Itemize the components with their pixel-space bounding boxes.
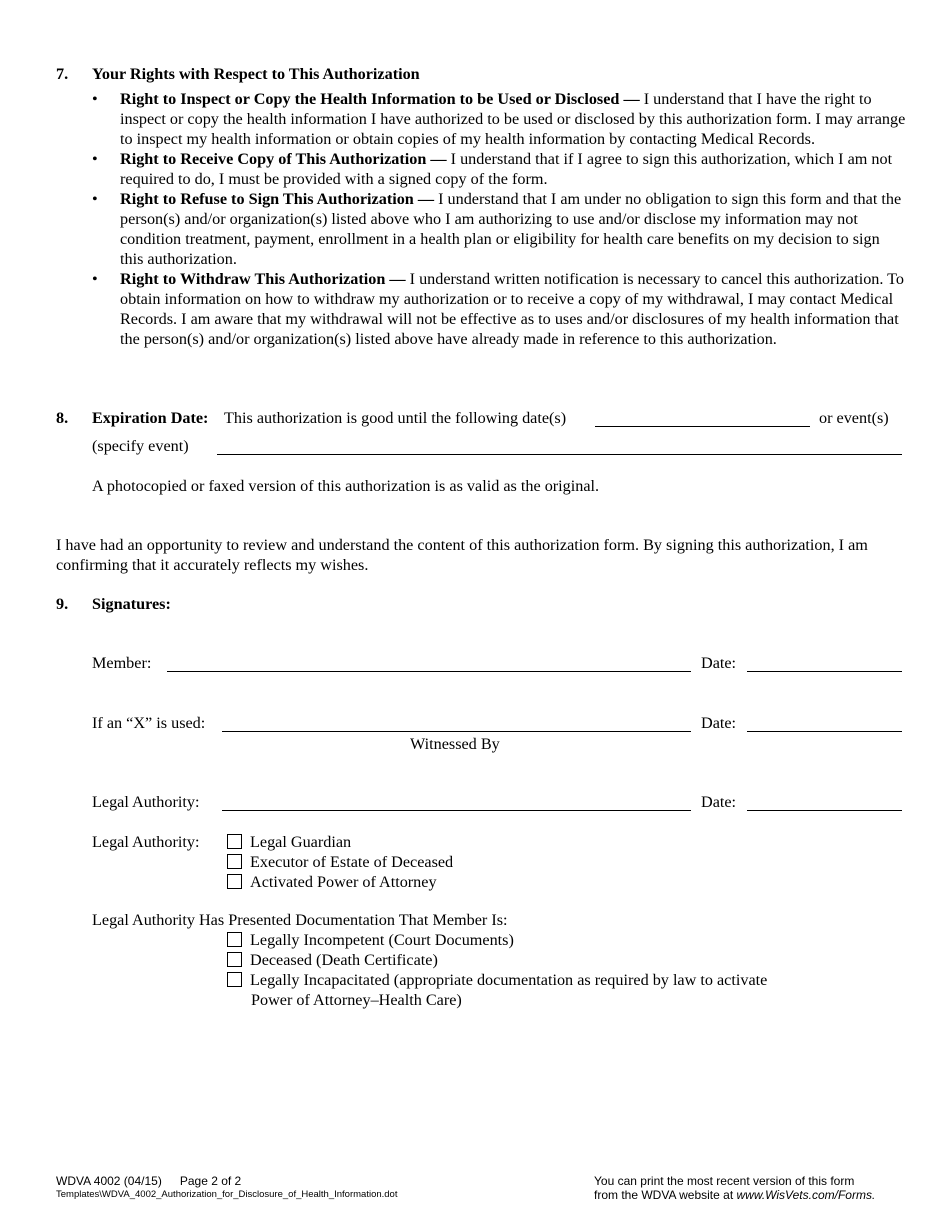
legal-authority-label: Legal Authority:	[92, 793, 200, 811]
bullet-dot: •	[92, 90, 98, 108]
right-heading: Right to Receive Copy of This Authorization —	[120, 150, 447, 168]
executor-checkbox[interactable]	[227, 854, 242, 869]
member-date-field[interactable]	[747, 671, 902, 672]
option-label: Legally Incapacitated (appropriate documentation as required by law to activate	[250, 971, 768, 989]
website-link[interactable]: www.WisVets.com/Forms.	[736, 1188, 876, 1202]
incapacitated-checkbox[interactable]	[227, 972, 242, 987]
witness-signature-field[interactable]	[222, 731, 691, 732]
specify-event-field[interactable]	[217, 454, 902, 455]
right-text: I understand that I have the right to inspect or copy the health information I have authorized to be used or disclosed by this authorization form. I may arrange to inspect my health information or obtain copies of my health information by contacting Medical Records.	[120, 90, 906, 148]
bullet-dot: •	[92, 190, 98, 208]
section-7-number: 7.	[56, 65, 69, 83]
incompetent-checkbox[interactable]	[227, 932, 242, 947]
footer-website-line	[594, 1188, 875, 1202]
witnessed-by-label: Witnessed By	[410, 735, 500, 753]
or-event-label: or event(s)	[819, 409, 889, 427]
witness-date-label: Date:	[701, 714, 737, 732]
witness-date-field[interactable]	[747, 731, 902, 732]
documentation-label: Legal Authority Has Presented Documentation That Member Is:	[92, 911, 508, 929]
right-bullet-receive-copy	[92, 149, 907, 189]
documentation-option-deceased	[227, 950, 438, 970]
acknowledgement-text: I have had an opportunity to review and understand the content of this authorization form. By signing this authorization, I am confirming that it accurately reflects my wishes.	[56, 536, 868, 574]
specify-event-label: (specify event)	[92, 437, 189, 455]
right-heading: Right to Inspect or Copy the Health Information to be Used or Disclosed —	[120, 90, 640, 108]
right-text: I understand that I am under no obligation to sign this form and that the person(s) and/or organization(s) listed above who I am authorizing to use and/or disclose my information may not condition treatment, payment, enrollment in a health plan or eligibility for health care benefits on my decision to sign this authorization.	[120, 190, 902, 268]
legal-authority-date-field[interactable]	[747, 810, 902, 811]
website-prefix: from the WDVA website at	[594, 1188, 737, 1202]
member-date-label: Date:	[701, 654, 737, 672]
page-number: Page 2 of 2	[179, 1174, 242, 1188]
right-text: I understand that if I agree to sign this authorization, which I am not required to do, I must be provided with a signed copy of the form.	[120, 150, 893, 188]
section-8-title: Expiration Date:	[92, 409, 209, 427]
right-text: I understand written notification is necessary to cancel this authorization. To obtain information on how to withdraw my authorization or to receive a copy of my withdrawal, I may contact Medical Records. I am aware that my withdrawal will not be effective as to uses and/or disclosures of my health information that the person(s) and/or organization(s) listed above have already made in reference to this authorization.	[120, 270, 905, 348]
option-label: Legally Incompetent (Court Documents)	[250, 931, 514, 949]
documentation-option-incompetent	[227, 930, 514, 950]
right-bullet-withdraw	[92, 269, 907, 349]
authority-types-label: Legal Authority:	[92, 833, 200, 851]
deceased-checkbox[interactable]	[227, 952, 242, 967]
section-7-title: Your Rights with Respect to This Authorization	[92, 65, 420, 83]
expiration-text: This authorization is good until the following date(s)	[224, 409, 567, 427]
authority-option-executor	[227, 852, 453, 872]
legal-authority-date-label: Date:	[701, 793, 737, 811]
option-label: Executor of Estate of Deceased	[250, 853, 454, 871]
form-id: WDVA 4002 (04/15)	[56, 1174, 162, 1188]
rights-list	[92, 89, 907, 349]
section-9-title: Signatures:	[92, 595, 171, 613]
power-of-attorney-checkbox[interactable]	[227, 874, 242, 889]
footer-print-note: You can print the most recent version of this form	[594, 1174, 855, 1188]
legal-guardian-checkbox[interactable]	[227, 834, 242, 849]
bullet-dot: •	[92, 150, 98, 168]
incapacitated-continuation: Power of Attorney–Health Care)	[251, 991, 462, 1009]
right-bullet-refuse	[92, 189, 907, 269]
right-bullet-inspect	[92, 89, 907, 149]
section-8-number: 8.	[56, 409, 69, 427]
authority-option-legal-guardian	[227, 832, 351, 852]
bullet-dot: •	[92, 270, 98, 288]
footer-template-path: Templates\WDVA_4002_Authorization_for_Disclosure_of_Health_Information.dot	[56, 1189, 398, 1200]
member-label: Member:	[92, 654, 152, 672]
legal-authority-signature-field[interactable]	[222, 810, 691, 811]
right-heading: Right to Refuse to Sign This Authorization —	[120, 190, 435, 208]
photocopy-note: A photocopied or faxed version of this authorization is as valid as the original.	[92, 477, 600, 495]
authority-option-power-of-attorney	[227, 872, 437, 892]
x-used-label: If an “X” is used:	[92, 714, 206, 732]
expiration-date-field[interactable]	[595, 426, 810, 427]
option-label: Activated Power of Attorney	[250, 873, 437, 891]
documentation-option-incapacitated	[227, 970, 767, 990]
section-9-number: 9.	[56, 595, 69, 613]
footer-form-id	[56, 1174, 241, 1188]
option-label: Legal Guardian	[250, 833, 352, 851]
option-label: Deceased (Death Certificate)	[250, 951, 438, 969]
member-signature-field[interactable]	[167, 671, 691, 672]
right-heading: Right to Withdraw This Authorization —	[120, 270, 406, 288]
